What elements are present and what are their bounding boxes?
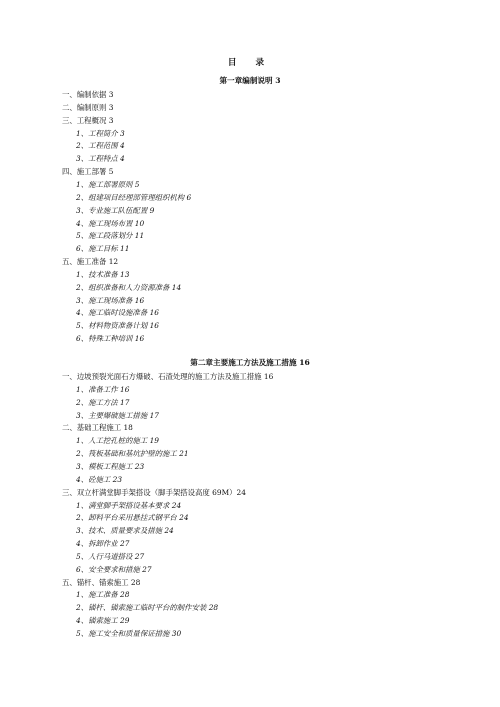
toc-subsection-entry: 2、施工方法 17 [76, 397, 130, 407]
toc-section-entry: 四、施工部署 5 [62, 167, 114, 177]
chapter-2-heading: 第二章主要施工方法及施工措施 16 [190, 358, 310, 367]
toc-subsection-entry: 1、施工准备 28 [76, 590, 130, 600]
toc-section-entry: 二、编制原则 3 [62, 102, 114, 112]
toc-section-entry: 五、锚杆、锚索施工 28 [62, 577, 141, 587]
toc-subsection-entry: 1、工程简介 3 [76, 128, 125, 138]
toc-subsection-entry: 3、工程特点 4 [76, 154, 125, 164]
toc-section-entry: 一、编制依据 3 [62, 90, 114, 99]
toc-subsection-entry: 1、人工挖孔桩的施工 19 [76, 436, 159, 446]
toc-subsection-entry: 2、卸料平台采用悬挂式钢平台 24 [76, 513, 189, 523]
toc-subsection-entry: 3、技术、质量要求及措施 24 [76, 526, 174, 536]
toc-subsection-entry: 4、砼施工 23 [76, 474, 123, 484]
toc-section-entry: 二、基础工程施工 18 [62, 423, 133, 433]
toc-subsection-entry: 4、施工临时设施准备 16 [76, 308, 159, 318]
toc-subsection-entry: 4、锚索施工 29 [76, 616, 130, 626]
toc-section-entry: 三、双立杆满堂脚手架搭设（脚手架搭设高度 69M）24 [62, 487, 246, 497]
chapter-1-heading: 第一章编制说明 3 [219, 76, 281, 85]
toc-subsection-entry: 2、工程范围 4 [76, 141, 125, 151]
toc-subsection-entry: 6、安全要求和措施 27 [76, 564, 152, 574]
toc-subsection-entry: 6、特殊工种培训 16 [76, 334, 145, 344]
toc-subsection-entry: 5、材料物资准备计划 16 [76, 321, 159, 331]
toc-section-entry: 一、边坡预裂光面石方爆破、石渣处理的施工方法及施工措施 16 [62, 372, 274, 381]
toc-subsection-entry: 5、施工段落划分 11 [76, 231, 145, 241]
toc-subsection-entry: 1、满堂脚手架搭设基本要求 24 [76, 500, 182, 510]
toc-subsection-entry: 3、施工现场准备 16 [76, 295, 145, 305]
toc-subsection-entry: 2、组织准备和人力资源准备 14 [76, 282, 182, 292]
toc-subsection-entry: 4、施工现场布置 10 [76, 218, 145, 228]
toc-subsection-entry: 2、锚杆、锚索施工临时平台的制作安装 28 [76, 603, 219, 613]
toc-section-entry: 三、工程概况 3 [62, 115, 114, 125]
toc-subsection-entry: 5、人行马道搭设 27 [76, 551, 145, 561]
toc-subsection-entry: 3、主要爆破施工措施 17 [76, 410, 159, 420]
toc-subsection-entry: 2、组建项目经理部管理组织机构 6 [76, 192, 192, 202]
toc-subsection-entry: 3、模板工程施工 23 [76, 461, 145, 471]
toc-subsection-entry: 2、筏板基础和基坑护壁的施工 21 [76, 449, 189, 459]
toc-subsection-entry: 4、拆卸作业 27 [76, 539, 130, 549]
toc-subsection-entry: 3、专业施工队伍配置 9 [76, 205, 155, 215]
toc-subsection-entry: 1、准备工作 16 [76, 384, 130, 394]
toc-subsection-entry: 1、技术准备 13 [76, 269, 130, 279]
toc-subsection-entry: 1、施工部署原则 5 [76, 179, 140, 189]
toc-title: 目 录 [227, 58, 273, 68]
toc-subsection-entry: 6、施工目标 11 [76, 244, 130, 254]
toc-section-entry: 五、施工准备 12 [62, 257, 119, 267]
toc-subsection-entry: 5、施工安全和质量保证措施 30 [76, 629, 182, 638]
